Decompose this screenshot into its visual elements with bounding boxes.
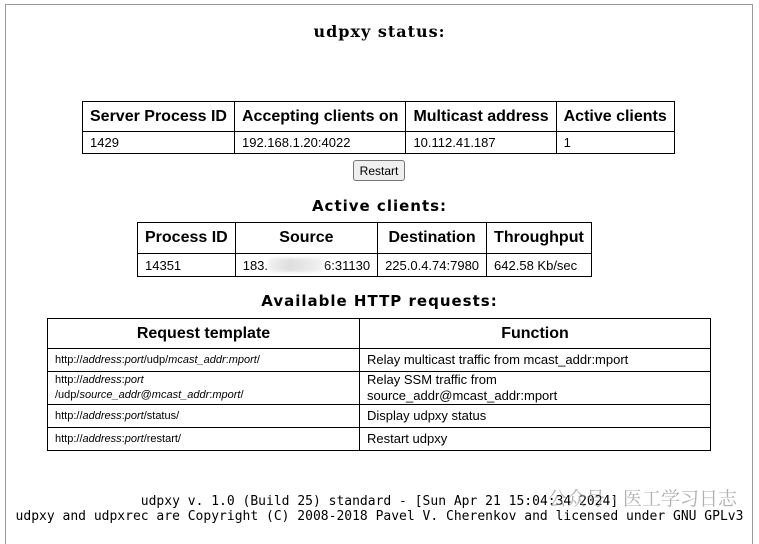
request-template-cell — [48, 372, 360, 405]
requests-table-body — [48, 349, 711, 451]
header-destination: Destination — [378, 223, 487, 254]
template-literal: http:// — [55, 409, 83, 422]
template-literal: http:// — [55, 432, 83, 445]
redacted-blur — [268, 258, 324, 272]
server-process-id: 1429 — [83, 132, 235, 154]
template-literal: /udp/ — [143, 353, 169, 366]
template-placeholder: port — [124, 374, 144, 386]
request-template-cell — [48, 405, 360, 428]
active-clients-title: Active clients: — [311, 197, 448, 215]
request-function-cell: Relay SSM traffic from source_addr@mcast_addr:mport — [360, 372, 711, 405]
table-row — [48, 349, 711, 372]
request-function-cell: Display udpxy status — [360, 405, 711, 428]
template-literal: : — [209, 389, 213, 401]
template-literal: /restart/ — [143, 432, 181, 445]
template-placeholder: address — [82, 353, 122, 366]
header-function: Function — [360, 319, 711, 349]
template-literal: /udp/ — [55, 389, 80, 401]
http-requests-table — [47, 318, 711, 451]
header-source: Source — [235, 223, 377, 254]
request-template-cell — [48, 428, 360, 451]
table-row — [83, 132, 675, 154]
client-process-id: 14351 — [138, 254, 236, 277]
template-placeholder: mport — [212, 389, 241, 401]
restart-button[interactable]: Restart — [353, 160, 405, 181]
template-placeholder: port — [124, 432, 144, 445]
header-multicast-address: Multicast address — [406, 102, 556, 132]
clients-table-header-row — [138, 223, 592, 254]
active-clients-table — [137, 222, 592, 277]
accepting-clients-on: 192.168.1.20:4022 — [234, 132, 405, 154]
template-placeholder: address — [82, 409, 122, 422]
page-title: udpxy status: — [313, 22, 446, 41]
template-literal: : — [121, 353, 125, 366]
table-row — [48, 428, 711, 451]
request-template-cell — [48, 349, 360, 372]
watermark: 公众号 · 医工学习日志 — [547, 488, 737, 510]
template-literal: : — [121, 432, 125, 445]
available-requests-title: Available HTTP requests: — [261, 292, 498, 310]
multicast-address: 10.112.41.187 — [406, 132, 556, 154]
footer-version: udpxy v. 1.0 (Build 25) standard - [Sun Apr 21 15:04:34 2024] — [140, 494, 619, 509]
request-function-cell: Restart udpxy — [360, 428, 711, 451]
template-placeholder: mcast_addr — [151, 389, 210, 401]
template-literal: / — [256, 353, 260, 366]
requests-table-header-row — [48, 319, 711, 349]
template-literal: /status/ — [143, 409, 180, 422]
header-active-clients: Active clients — [556, 102, 674, 132]
template-literal: : — [121, 374, 125, 386]
client-destination: 225.0.4.74:7980 — [378, 254, 487, 277]
template-placeholder: address — [82, 374, 122, 386]
footer-copyright: udpxy and udpxrec are Copyright (C) 2008-2018 Pavel V. Cherenkov and licensed under GNU GPLv3 — [15, 509, 744, 524]
template-placeholder: address — [82, 432, 122, 445]
template-literal: / — [240, 389, 244, 401]
template-placeholder: port — [124, 409, 144, 422]
template-placeholder: source_addr — [79, 389, 141, 401]
template-placeholder: mport — [228, 353, 257, 366]
table-row — [48, 372, 711, 405]
header-accepting-clients-on: Accepting clients on — [234, 102, 405, 132]
header-throughput: Throughput — [487, 223, 592, 254]
template-literal: : — [225, 353, 229, 366]
template-literal: http:// — [55, 353, 83, 366]
template-placeholder: mcast_addr — [168, 353, 226, 366]
table-row — [48, 405, 711, 428]
template-literal: @ — [140, 389, 152, 401]
template-literal: http:// — [55, 374, 83, 386]
server-table-header-row — [83, 102, 675, 132]
client-source — [235, 254, 377, 277]
table-row — [138, 254, 592, 277]
header-process-id: Process ID — [138, 223, 236, 254]
template-placeholder: port — [124, 353, 144, 366]
request-function-cell: Relay multicast traffic from mcast_addr:mport — [360, 349, 711, 372]
header-request-template: Request template — [48, 319, 360, 349]
server-status-table — [82, 101, 675, 154]
source-suffix: 6:31130 — [324, 257, 371, 273]
header-server-process-id: Server Process ID — [83, 102, 235, 132]
client-throughput: 642.58 Kb/sec — [487, 254, 592, 277]
template-literal: : — [121, 409, 125, 422]
active-clients-count: 1 — [556, 132, 674, 154]
source-prefix: 183. — [242, 257, 269, 273]
